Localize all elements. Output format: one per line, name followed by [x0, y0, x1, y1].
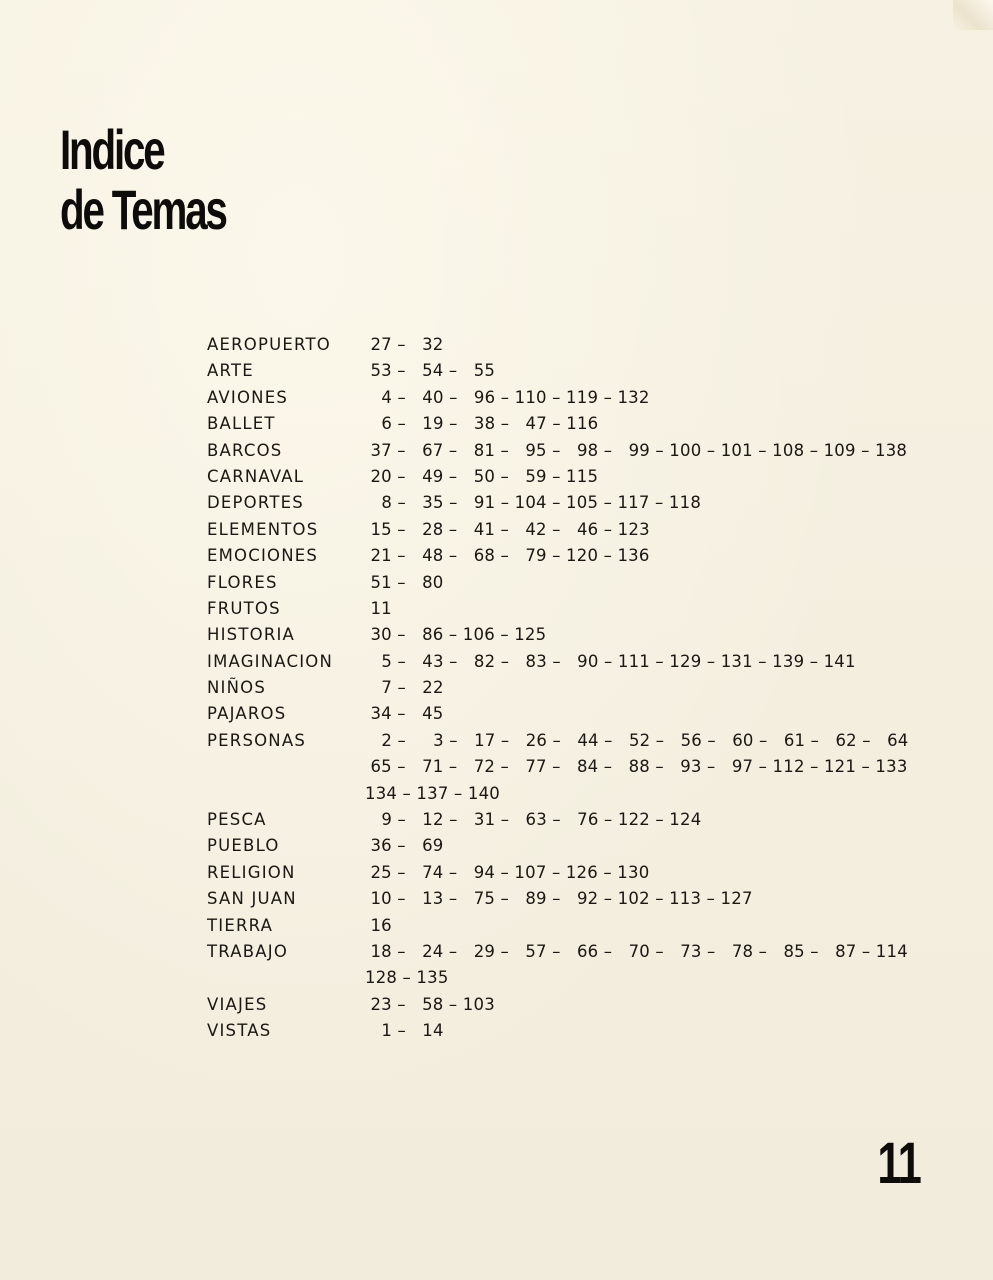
index-row: [207, 1018, 947, 1044]
index-row: [207, 464, 947, 490]
index-page-numbers: 51 – 80: [365, 572, 444, 592]
index-page-numbers: 30 – 86 – 106 – 125: [365, 625, 547, 645]
index-term: BALLET: [207, 414, 276, 434]
index-term: CARNAVAL: [207, 466, 305, 486]
index-term: RELIGION: [207, 862, 296, 882]
index-term: IMAGINACION: [207, 651, 334, 671]
index-row: [207, 754, 947, 780]
index-term: HISTORIA: [207, 625, 296, 645]
index-page-numbers: 34 – 45: [365, 704, 444, 724]
index-row: [207, 781, 947, 807]
index-term: PUEBLO: [207, 836, 280, 856]
page-number: 11: [877, 1131, 920, 1196]
index-page-numbers: 5 – 43 – 82 – 83 – 90 – 111 – 129 – 131 – 139 – 141: [365, 651, 856, 671]
index-row: [207, 649, 947, 675]
index-row: [207, 622, 947, 648]
index-term: PESCA: [207, 810, 267, 830]
index-term: DEPORTES: [207, 493, 304, 513]
index-term: AVIONES: [207, 387, 289, 407]
index-page-numbers: 1 – 14: [365, 1021, 444, 1041]
index-row: [207, 543, 947, 569]
index-term: FRUTOS: [207, 598, 281, 618]
index-page-numbers: 20 – 49 – 50 – 59 – 115: [365, 466, 599, 486]
index-row: [207, 965, 947, 991]
worn-corner: [953, 0, 993, 30]
index-page-numbers: 9 – 12 – 31 – 63 – 76 – 122 – 124: [365, 810, 702, 830]
index-term: FLORES: [207, 572, 278, 592]
index-page-numbers: 11: [365, 598, 392, 618]
index-row: [207, 570, 947, 596]
index-page-numbers: 6 – 19 – 38 – 47 – 116: [365, 414, 599, 434]
index-page-numbers: 16: [365, 915, 392, 935]
index-page-numbers: 25 – 74 – 94 – 107 – 126 – 130: [365, 862, 650, 882]
index-row: [207, 701, 947, 727]
index-page-numbers: 15 – 28 – 41 – 42 – 46 – 123: [365, 519, 650, 539]
index-page-numbers: 134 – 137 – 140: [365, 783, 500, 803]
index-page-numbers: 21 – 48 – 68 – 79 – 120 – 136: [365, 546, 650, 566]
title-line-1: Indice: [60, 118, 164, 181]
index-row: [207, 886, 947, 912]
index-row: [207, 833, 947, 859]
index-term: ELEMENTOS: [207, 519, 319, 539]
page-title: [60, 120, 226, 240]
index-row: [207, 411, 947, 437]
index-row: [207, 728, 947, 754]
index-page-numbers: 8 – 35 – 91 – 104 – 105 – 117 – 118: [365, 493, 702, 513]
index-page-numbers: 27 – 32: [365, 335, 444, 354]
index-term: BARCOS: [207, 440, 283, 460]
index-row: [207, 517, 947, 543]
index-page-numbers: 18 – 24 – 29 – 57 – 66 – 70 – 73 – 78 – 85 – 87 – 114: [365, 941, 908, 961]
index-row: [207, 490, 947, 516]
index-term: ARTE: [207, 361, 254, 381]
index-term: NIÑOS: [207, 678, 267, 698]
index-page-numbers: 7 – 22: [365, 678, 444, 698]
index-row: [207, 675, 947, 701]
index-term: VISTAS: [207, 1021, 272, 1041]
index-term: EMOCIONES: [207, 546, 319, 566]
index-row: [207, 596, 947, 622]
index-row: [207, 860, 947, 886]
index-page-numbers: 128 – 135: [365, 968, 449, 988]
index-term: VIAJES: [207, 994, 268, 1014]
index-page-numbers: 4 – 40 – 96 – 110 – 119 – 132: [365, 387, 650, 407]
index-row: [207, 385, 947, 411]
title-line-2: de Temas: [60, 178, 226, 241]
index-term: PAJAROS: [207, 704, 287, 724]
index-row: [207, 332, 947, 358]
index-page-numbers: 65 – 71 – 72 – 77 – 84 – 88 – 93 – 97 – 112 – 121 – 133: [365, 757, 908, 777]
index-term: SAN JUAN: [207, 889, 297, 909]
index-row: [207, 913, 947, 939]
index-row: [207, 807, 947, 833]
index-row: [207, 939, 947, 965]
index-term: AEROPUERTO: [207, 335, 331, 354]
index-term: PERSONAS: [207, 730, 307, 750]
index-page-numbers: 36 – 69: [365, 836, 444, 856]
index-page-numbers: 37 – 67 – 81 – 95 – 98 – 99 – 100 – 101 – 108 – 109 – 138: [365, 440, 908, 460]
index-row: [207, 358, 947, 384]
index-page-numbers: 23 – 58 – 103: [365, 994, 495, 1014]
index-page-numbers: 10 – 13 – 75 – 89 – 92 – 102 – 113 – 127: [365, 889, 753, 909]
index-page-numbers: 2 – 3 – 17 – 26 – 44 – 52 – 56 – 60 – 61 – 62 – 64: [365, 730, 909, 750]
index-row: [207, 992, 947, 1018]
index-page-numbers: 53 – 54 – 55: [365, 361, 496, 381]
index-row: [207, 438, 947, 464]
subject-index: [207, 332, 947, 1045]
index-term: TRABAJO: [207, 941, 289, 961]
index-term: TIERRA: [207, 915, 274, 935]
